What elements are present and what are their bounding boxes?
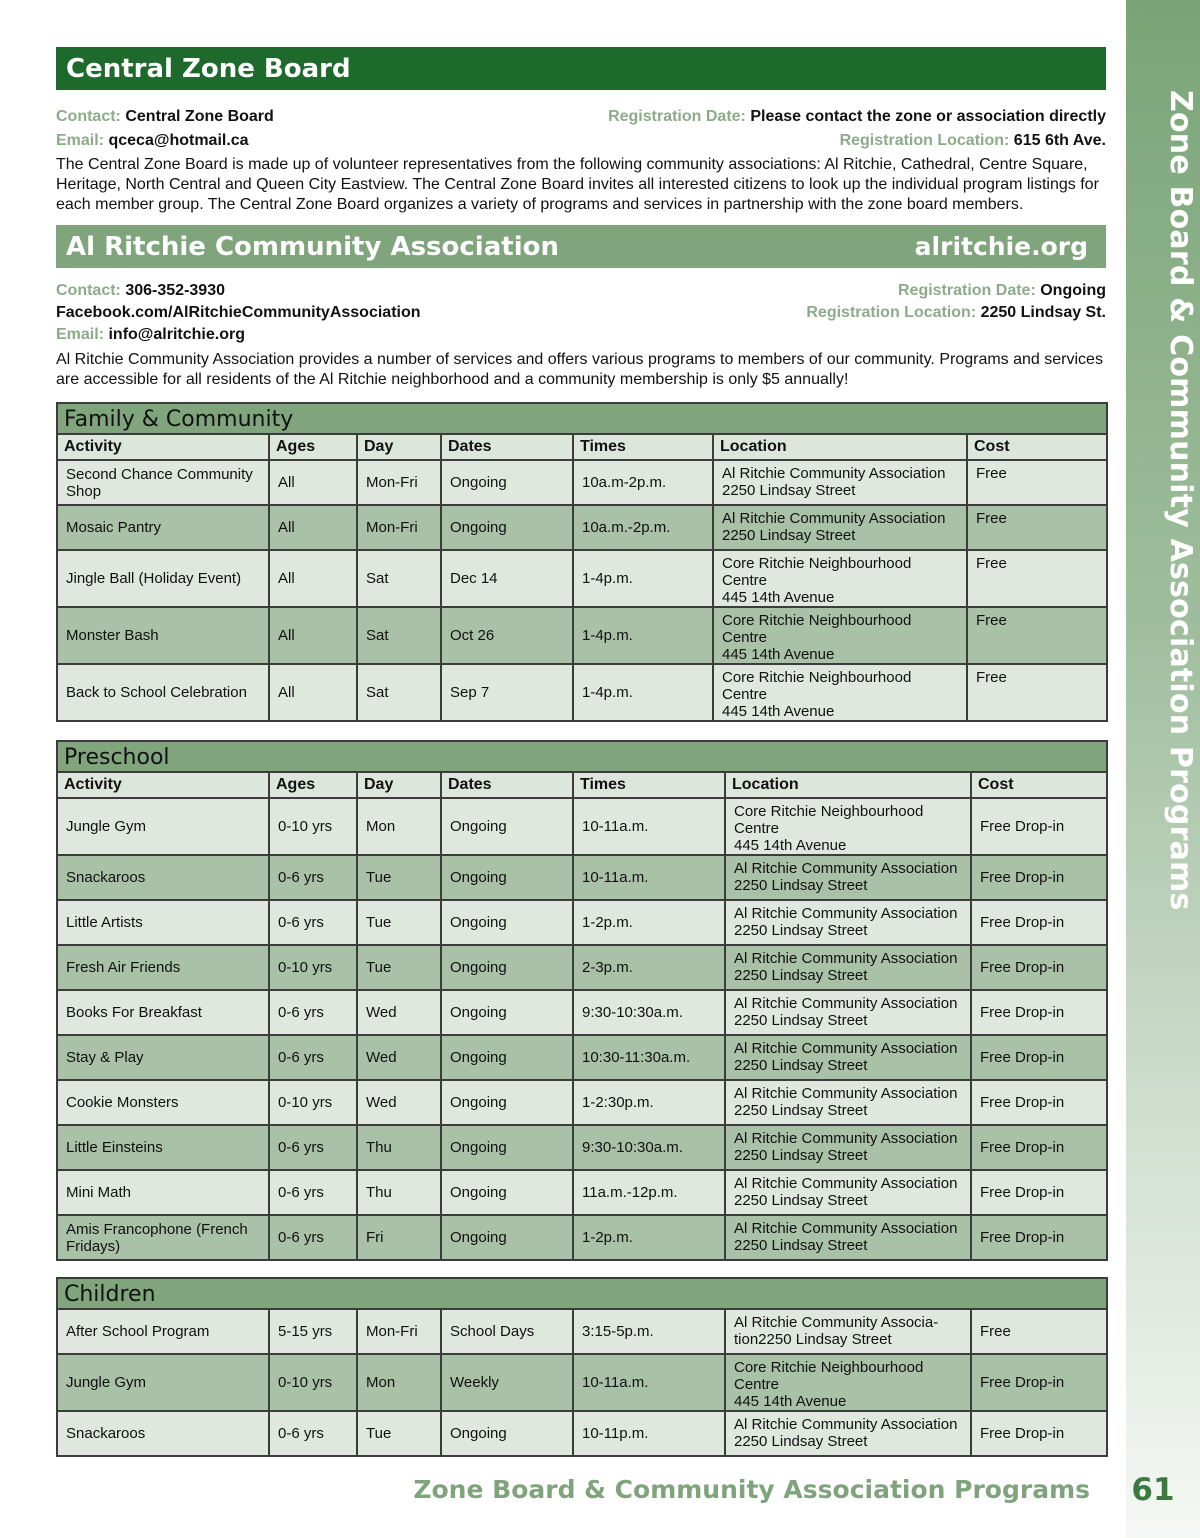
cell-dates: Oct 26 [441,607,573,664]
reg-location-label: Registration Location: [806,304,977,321]
preschool-heading: Preschool [57,741,1107,772]
reg-date-value: Ongoing [1040,282,1106,299]
cell-activity: Second Chance Community Shop [57,460,269,505]
email-value[interactable]: qceca@hotmail.ca [108,132,249,149]
cell-activity: Little Einsteins [57,1125,269,1170]
cell-dates: Ongoing [441,505,573,550]
cell-ages: 0-6 yrs [269,1125,357,1170]
cell-cost: Free [967,664,1107,721]
cell-times: 9:30-10:30a.m. [573,990,725,1035]
location-name: Al Ritchie Community Association [734,1220,958,1237]
location-address: 445 14th Avenue [722,703,835,720]
table-row [57,990,1107,1035]
cell-ages: 0-6 yrs [269,855,357,900]
location-address: 2250 Lindsay Street [734,877,868,894]
cell-activity: Jingle Ball (Holiday Event) [57,550,269,607]
cell-day: Fri [357,1215,441,1260]
cell-day: Mon [357,798,441,855]
cell-cost: Free Drop-in [971,1125,1107,1170]
cell-times: 10-11a.m. [573,1354,725,1411]
location-address: 445 14th Avenue [734,1393,847,1410]
contact-value: Central Zone Board [125,108,274,125]
cell-day: Mon [357,1354,441,1411]
cell-times: 1-2p.m. [573,900,725,945]
cell-location [725,945,971,990]
cell-dates: Ongoing [441,1411,573,1456]
location-name: Al Ritchie Community Association [734,860,958,877]
cell-dates: Weekly [441,1354,573,1411]
cell-times: 2-3p.m. [573,945,725,990]
preschool-table [56,740,1108,1261]
table-row [57,550,1107,607]
central-info-right [608,105,1106,153]
cell-times: 10-11p.m. [573,1411,725,1456]
cell-day: Tue [357,1411,441,1456]
cell-dates: Ongoing [441,1035,573,1080]
cell-ages: 0-6 yrs [269,900,357,945]
cell-ages: All [269,607,357,664]
location-name: Al Ritchie Community Association [734,950,958,967]
central-zone-title: Central Zone Board [66,53,351,84]
location-name: Core Ritchie Neighbourhood Centre [734,803,924,837]
cell-activity: Monster Bash [57,607,269,664]
location-address: 2250 Lindsay Street [734,967,868,984]
cell-times: 9:30-10:30a.m. [573,1125,725,1170]
cell-day: Sat [357,607,441,664]
cell-dates: Sep 7 [441,664,573,721]
reg-location-label: Registration Location: [839,132,1010,149]
table-row [57,664,1107,721]
location-name: Core Ritchie Neighbourhood Centre [722,612,912,646]
cell-cost: Free Drop-in [971,1354,1107,1411]
alritchie-title: Al Ritchie Community Association [66,231,559,262]
table-row [57,1170,1107,1215]
cell-activity: Mini Math [57,1170,269,1215]
location-name: Al Ritchie Community Association [734,1130,958,1147]
location-name: Al Ritchie Community Association [734,1175,958,1192]
cell-cost: Free Drop-in [971,1035,1107,1080]
reg-date-label: Registration Date: [897,282,1036,299]
location-address: 2250 Lindsay Street [734,1012,868,1029]
family-community-heading: Family & Community [57,403,1107,434]
location-address: 2250 Lindsay Street [734,1237,868,1254]
cell-ages: 0-10 yrs [269,798,357,855]
location-name: Al Ritchie Community Association [734,1040,958,1057]
alritchie-info-right [806,280,1106,346]
reg-location-value: 2250 Lindsay St. [980,304,1106,321]
cell-location [725,1354,971,1411]
table-row [57,798,1107,855]
location-name: Al Ritchie Community Association [722,465,946,482]
email-label: Email: [56,326,105,343]
location-address: 2250 Lindsay Street [722,482,856,499]
cell-day: Sat [357,664,441,721]
cell-day: Tue [357,855,441,900]
side-title: Zone Board & Community Association Programs [1163,90,1198,911]
cell-cost: Free [967,607,1107,664]
cell-cost: Free Drop-in [971,1411,1107,1456]
cell-times: 1-2p.m. [573,1215,725,1260]
page-content [56,47,1106,1457]
header-activity: Activity [57,772,269,798]
cell-activity: Books For Breakfast [57,990,269,1035]
cell-day: Tue [357,900,441,945]
cell-location [725,900,971,945]
cell-ages: All [269,664,357,721]
children-heading: Children [57,1278,1107,1309]
cell-dates: Dec 14 [441,550,573,607]
alritchie-contact-info [56,280,1106,346]
email-label: Email: [56,132,105,149]
location-address: 445 14th Avenue [722,646,835,663]
location-address: 2250 Lindsay Street [734,922,868,939]
cell-times: 1-4p.m. [573,664,713,721]
preschool-rows [57,798,1107,1260]
cell-location [713,460,967,505]
cell-times: 1-4p.m. [573,550,713,607]
cell-location [713,607,967,664]
header-ages: Ages [269,772,357,798]
location-name: Core Ritchie Neighbourhood Centre [722,555,912,589]
table-row [57,1411,1107,1456]
cell-times: 10-11a.m. [573,798,725,855]
cell-location [713,505,967,550]
cell-activity: Jungle Gym [57,798,269,855]
table-row [57,607,1107,664]
contact-label: Contact: [56,108,121,125]
central-info-left [56,105,274,153]
cell-cost: Free Drop-in [971,945,1107,990]
cell-activity: Amis Francophone (French Fridays) [57,1215,269,1260]
cell-day: Sat [357,550,441,607]
cell-activity: Snackaroos [57,1411,269,1456]
cell-location [725,798,971,855]
cell-day: Thu [357,1170,441,1215]
cell-cost: Free Drop-in [971,798,1107,855]
alritchie-info-left [56,280,421,346]
cell-activity: Stay & Play [57,1035,269,1080]
cell-location [725,1411,971,1456]
page-number: 61 [1131,1472,1175,1508]
location-name: Core Ritchie Neighbourhood Centre [734,1359,924,1393]
location-address: 2250 Lindsay Street [734,1433,868,1450]
cell-cost: Free Drop-in [971,900,1107,945]
cell-ages: 0-6 yrs [269,990,357,1035]
header-dates: Dates [441,772,573,798]
location-address: 2250 Lindsay Street [722,527,856,544]
cell-times: 1-2:30p.m. [573,1080,725,1125]
table-row [57,505,1107,550]
table-row [57,1080,1107,1125]
location-address: 2250 Lindsay Street [734,1147,868,1164]
children-table [56,1277,1108,1457]
cell-dates: Ongoing [441,798,573,855]
cell-activity: Snackaroos [57,855,269,900]
cell-times: 10:30-11:30a.m. [573,1035,725,1080]
table-row [57,1309,1107,1354]
table-row [57,900,1107,945]
alritchie-title-bar [56,225,1106,268]
footer-title: Zone Board & Community Association Programs [413,1475,1090,1504]
table-row [57,1125,1107,1170]
header-cost: Cost [971,772,1107,798]
cell-location [725,1215,971,1260]
cell-ages: 0-6 yrs [269,1170,357,1215]
cell-cost: Free [967,550,1107,607]
cell-ages: 0-6 yrs [269,1215,357,1260]
cell-location [713,550,967,607]
cell-activity: Little Artists [57,900,269,945]
cell-ages: All [269,505,357,550]
location-address: 445 14th Avenue [722,589,835,606]
cell-cost: Free Drop-in [971,1080,1107,1125]
cell-cost: Free [967,460,1107,505]
table-row [57,1354,1107,1411]
cell-activity: Mosaic Pantry [57,505,269,550]
table-row [57,1035,1107,1080]
table-row [57,945,1107,990]
contact-phone[interactable]: 306-352-3930 [125,282,225,299]
cell-location [725,1035,971,1080]
cell-dates: Ongoing [441,1125,573,1170]
table-header-row [57,434,1107,460]
cell-dates: Ongoing [441,1080,573,1125]
header-times: Times [573,434,713,460]
children-rows [57,1309,1107,1456]
cell-location [725,990,971,1035]
cell-day: Wed [357,1080,441,1125]
cell-dates: School Days [441,1309,573,1354]
location-name: Al Ritchie Community Associa- [734,1314,939,1331]
table-header-row [57,772,1107,798]
cell-dates: Ongoing [441,855,573,900]
cell-location [725,1170,971,1215]
cell-activity: Cookie Monsters [57,1080,269,1125]
cell-dates: Ongoing [441,460,573,505]
cell-times: 10a.m.-2p.m. [573,505,713,550]
cell-day: Mon-Fri [357,460,441,505]
cell-times: 11a.m.-12p.m. [573,1170,725,1215]
location-name: Core Ritchie Neighbourhood Centre [722,669,912,703]
cell-location [725,855,971,900]
cell-location [725,1309,971,1354]
cell-dates: Ongoing [441,990,573,1035]
header-times: Times [573,772,725,798]
cell-location [713,664,967,721]
cell-cost: Free Drop-in [971,855,1107,900]
location-address: 2250 Lindsay Street [734,1102,868,1119]
location-name: Al Ritchie Community Association [734,905,958,922]
header-activity: Activity [57,434,269,460]
central-contact-info [56,105,1106,153]
cell-ages: 0-10 yrs [269,1080,357,1125]
cell-activity: Fresh Air Friends [57,945,269,990]
cell-ages: All [269,460,357,505]
cell-ages: 5-15 yrs [269,1309,357,1354]
cell-times: 10a.m-2p.m. [573,460,713,505]
location-name: Al Ritchie Community Association [734,1416,958,1433]
contact-label: Contact: [56,282,121,299]
cell-location [725,1080,971,1125]
reg-location-value: 615 6th Ave. [1013,132,1106,149]
cell-cost: Free Drop-in [971,1215,1107,1260]
header-location: Location [713,434,967,460]
table-row [57,855,1107,900]
email-value[interactable]: info@alritchie.org [108,326,245,343]
family-community-table [56,402,1108,722]
cell-ages: 0-10 yrs [269,1354,357,1411]
header-location: Location [725,772,971,798]
central-description: The Central Zone Board is made up of volunteer representatives from the following community associations: Al Ritchie, Cathedral, Centre Square, Heritage, North Central and Queen City Eastview. The Central Zone Board invites all interested citizens to look up the individual program listings for each member group. The Central Zone Board organizes a variety of programs and services in partnership with the zone board members. [56,156,1099,213]
cell-activity: Back to School Celebration [57,664,269,721]
table-row [57,1215,1107,1260]
alritchie-website[interactable]: alritchie.org [914,232,1088,261]
header-dates: Dates [441,434,573,460]
location-name: Al Ritchie Community Association [734,1085,958,1102]
cell-day: Tue [357,945,441,990]
family-rows [57,460,1107,721]
table-row [57,460,1107,505]
cell-day: Mon-Fri [357,505,441,550]
reg-date-value: Please contact the zone or association directly [750,108,1106,125]
cell-ages: 0-10 yrs [269,945,357,990]
cell-activity: After School Program [57,1309,269,1354]
cell-dates: Ongoing [441,900,573,945]
location-address: 2250 Lindsay Street [734,1057,868,1074]
cell-day: Wed [357,1035,441,1080]
cell-dates: Ongoing [441,1170,573,1215]
cell-times: 10-11a.m. [573,855,725,900]
cell-day: Mon-Fri [357,1309,441,1354]
alritchie-description: Al Ritchie Community Association provides a number of services and offers various programs to members of our community. Programs and services are accessible for all residents of the Al Ritchie neighborhood and a community membership is only $5 annually! [56,351,1103,388]
cell-cost: Free Drop-in [971,990,1107,1035]
cell-cost: Free [967,505,1107,550]
central-zone-title-bar [56,47,1106,90]
cell-ages: All [269,550,357,607]
cell-times: 1-4p.m. [573,607,713,664]
cell-cost: Free [971,1309,1107,1354]
location-address: 445 14th Avenue [734,837,847,854]
location-name: Al Ritchie Community Association [734,995,958,1012]
header-day: Day [357,434,441,460]
cell-dates: Ongoing [441,1215,573,1260]
reg-date-label: Registration Date: [608,108,746,125]
location-address: tion2250 Lindsay Street [734,1331,892,1348]
cell-ages: 0-6 yrs [269,1411,357,1456]
header-cost: Cost [967,434,1107,460]
header-day: Day [357,772,441,798]
cell-cost: Free Drop-in [971,1170,1107,1215]
cell-dates: Ongoing [441,945,573,990]
cell-day: Thu [357,1125,441,1170]
location-name: Al Ritchie Community Association [722,510,946,527]
cell-times: 3:15-5p.m. [573,1309,725,1354]
location-address: 2250 Lindsay Street [734,1192,868,1209]
facebook-link[interactable]: Facebook.com/AlRitchieCommunityAssociation [56,304,421,321]
cell-activity: Jungle Gym [57,1354,269,1411]
cell-ages: 0-6 yrs [269,1035,357,1080]
header-ages: Ages [269,434,357,460]
cell-day: Wed [357,990,441,1035]
cell-location [725,1125,971,1170]
